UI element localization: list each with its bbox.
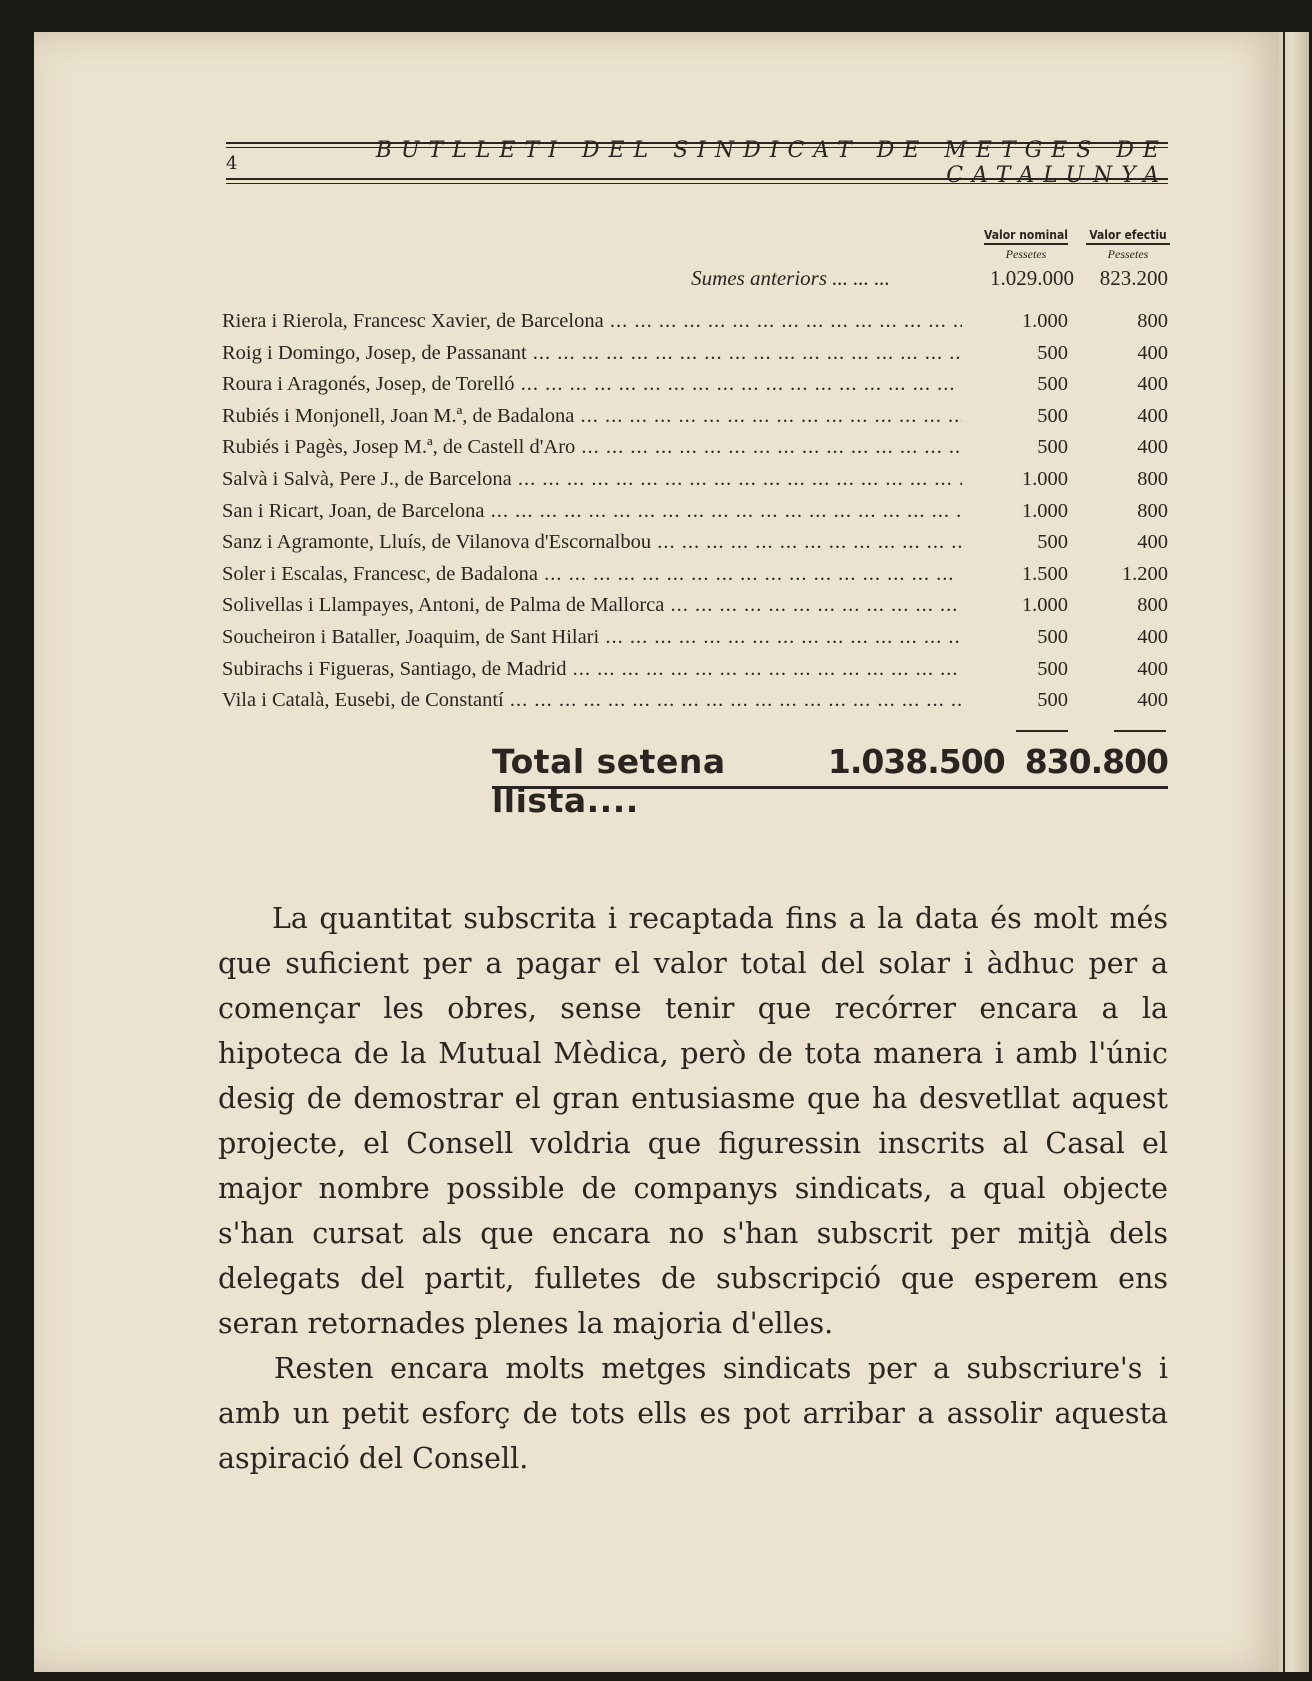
list-item [222,559,1168,591]
page-number: 4 [226,152,238,174]
subscriber-name: Rubiés i Monjonell, Joan M.ª, de Badalona ... . [222,401,962,433]
subscriber-name: Vila i Català, Eusebi, de Constantí ... . [222,685,962,717]
effective-value: 400 [1137,625,1168,648]
nominal-value: 500 [1037,373,1068,396]
list-item [222,338,1168,370]
nominal-value: 500 [1037,657,1068,680]
body-text [218,896,1168,1481]
nominal-value: 500 [1037,531,1068,554]
subscriber-list [222,306,1168,717]
subscriber-name: Soler i Escalas, Francesc, de Badalona ... . [222,559,962,591]
subscriber-name: San i Ricart, Joan, de Barcelona ... . [222,496,962,528]
effective-value: 800 [1137,467,1168,490]
list-item [222,622,1168,654]
list-item [222,306,1168,338]
effective-value: 1.200 [1121,562,1168,585]
effective-value: 400 [1137,404,1168,427]
list-item [222,369,1168,401]
effective-value: 400 [1137,531,1168,554]
list-item [222,685,1168,717]
nominal-value: 500 [1037,625,1068,648]
page-edge [1279,32,1309,1672]
journal-title: BUTLLETI DEL SINDICAT DE METGES DE CATALUNYA [375,138,1168,188]
list-item [222,496,1168,528]
paragraph: La quantitat subscrita i recaptada fins a la data és molt més que suficient per a pagar el valor total del solar i àdhuc per a començar les obres, sense tenir que recórrer encara a la hipoteca de la Mutual Mèdica, però de tota manera i amb l'únic desig de demostrar el gran entusiasme que ha desvetllat aquest projecte, el Consell voldria que figuressin inscrits al Casal el major nombre possible de companys sindicats, a qual objecte s'han cursat als que encara no s'han subscrit per mitjà dels delegats del partit, fulletes de subscripció que esperem ens seran retornades plenes la majoria d'elles. [218,902,1168,1340]
subscriber-name: Soucheiron i Bataller, Joaquim, de Sant Hilari ... . [222,622,962,654]
running-header [226,138,1168,188]
nominal-value: 500 [1037,436,1068,459]
effective-value: 400 [1137,689,1168,712]
nominal-value: 1.000 [1021,594,1068,617]
column-header-nominal: Valor nominal Pessetes [984,228,1068,261]
effective-value: 800 [1137,594,1168,617]
subscriber-name: Sanz i Agramonte, Lluís, de Vilanova d'Escornalbou ... . [222,527,962,559]
column-header-effective: Valor efectiu Pessetes [1086,228,1170,262]
nominal-value: 1.000 [1021,310,1068,332]
effective-value: 400 [1137,373,1168,396]
effective-value: 800 [1137,310,1168,332]
subscriber-name: Rubiés i Pagès, Josep M.ª, de Castell d'Aro ... . [222,432,962,464]
subscriber-name: Roura i Aragonés, Josep, de Torelló ... . [222,369,962,401]
previous-sums-label: Sumes anteriors ... ... ... [691,266,890,290]
sum-rule-nominal [1016,730,1068,732]
list-item [222,654,1168,686]
effective-value: 400 [1137,436,1168,459]
subscriber-name: Salvà i Salvà, Pere J., de Barcelona ... . [222,464,962,496]
nominal-value: 500 [1037,689,1068,712]
nominal-value: 500 [1037,341,1068,364]
total-effective: 830.800 [1024,742,1168,781]
effective-value: 800 [1137,499,1168,522]
total-row [492,742,1168,820]
list-item [222,464,1168,496]
total-nominal: 1.038.500 [827,742,1005,781]
list-item [222,401,1168,433]
list-item [222,590,1168,622]
subscriber-name: Subirachs i Figueras, Santiago, de Madrid ... . [222,654,962,686]
paragraph: Resten encara molts metges sindicats per a subscriure's i amb un petit esforç de tots ells es pot arribar a assolir aquesta aspiració del Consell. [218,1352,1168,1475]
list-item [222,527,1168,559]
sum-rule-effective [1114,730,1166,732]
subscriber-name: Solivellas i Llampayes, Antoni, de Palma de Mallorca ... . [222,590,962,622]
effective-value: 400 [1137,657,1168,680]
previous-sums-nominal: 1.029.000 [990,266,1074,290]
previous-sums-row [226,266,1168,296]
effective-value: 400 [1137,341,1168,364]
total-label: Total setena llista.... [492,742,726,820]
previous-sums-effective: 823.200 [1099,266,1168,290]
subscriber-name: Roig i Domingo, Josep, de Passanant ... . [222,338,962,370]
nominal-value: 1.000 [1021,499,1068,522]
nominal-value: 1.500 [1021,562,1068,585]
nominal-value: 1.000 [1021,467,1068,490]
list-item [222,432,1168,464]
nominal-value: 500 [1037,404,1068,427]
subscriber-name: Riera i Rierola, Francesc Xavier, de Barcelona ... . [222,306,962,338]
